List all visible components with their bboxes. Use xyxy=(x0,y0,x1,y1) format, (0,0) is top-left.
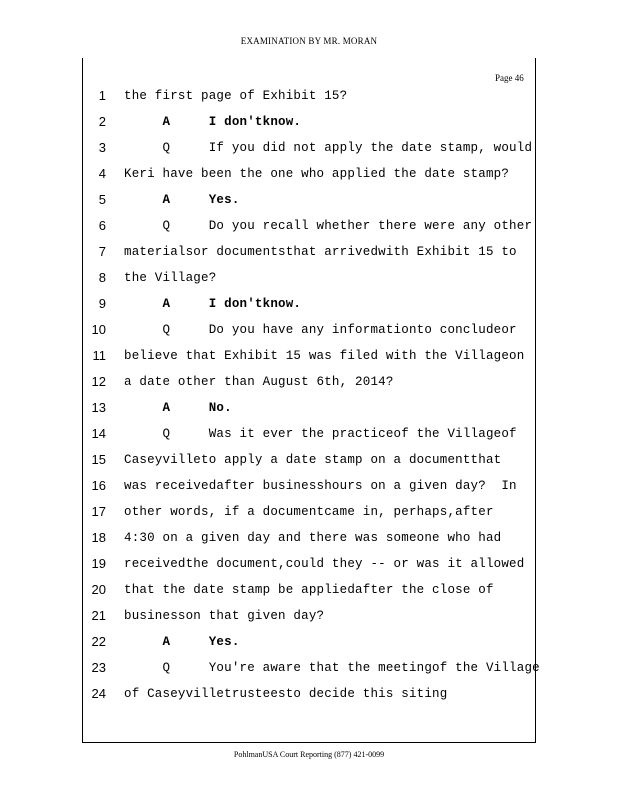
page-number: Page 46 xyxy=(495,73,524,83)
line-text: the first page of Exhibit 15? xyxy=(124,89,348,103)
line-number: 23 xyxy=(91,660,106,675)
line-text: of Caseyvilletrusteesto decide this siting xyxy=(124,687,448,701)
line-number: 24 xyxy=(91,686,106,701)
transcript-line xyxy=(0,167,618,193)
line-number: 14 xyxy=(91,426,106,441)
line-text: A I don'tknow. xyxy=(124,297,302,311)
line-number: 12 xyxy=(91,374,106,389)
line-number: 9 xyxy=(98,296,106,311)
line-number: 2 xyxy=(98,114,106,129)
transcript-line xyxy=(0,505,618,531)
line-number: 13 xyxy=(91,400,106,415)
line-number: 15 xyxy=(91,452,106,467)
line-text: the Village? xyxy=(124,271,217,285)
transcript-line xyxy=(0,453,618,479)
line-text: that the date stamp be appliedafter the close of xyxy=(124,583,494,597)
line-text: Keri have been the one who applied the date stamp? xyxy=(124,167,510,181)
line-text: receivedthe document,could they -- or was it allowed xyxy=(124,557,525,571)
line-number: 16 xyxy=(91,478,106,493)
transcript-line xyxy=(0,271,618,297)
line-text: a date other than August 6th, 2014? xyxy=(124,375,394,389)
transcript-line xyxy=(0,661,618,687)
line-text: Q Do you recall whether there were any other xyxy=(124,219,533,233)
line-number: 17 xyxy=(91,504,106,519)
line-number: 3 xyxy=(98,140,106,155)
transcript-line xyxy=(0,557,618,583)
transcript-line xyxy=(0,89,618,115)
line-number: 21 xyxy=(91,608,106,623)
line-text: A No. xyxy=(124,401,232,415)
line-text: A Yes. xyxy=(124,193,240,207)
transcript-line xyxy=(0,635,618,661)
line-text: A Yes. xyxy=(124,635,240,649)
transcript-line xyxy=(0,193,618,219)
line-number: 19 xyxy=(91,556,106,571)
line-text: Caseyvilleto apply a date stamp on a documentthat xyxy=(124,453,502,467)
line-number: 10 xyxy=(91,322,106,337)
line-text: Q You're aware that the meetingof the Village xyxy=(124,661,540,675)
line-number: 1 xyxy=(98,88,106,103)
transcript-line xyxy=(0,583,618,609)
transcript-line xyxy=(0,609,618,635)
line-number: 7 xyxy=(98,244,106,259)
line-number: 5 xyxy=(98,192,106,207)
transcript-line xyxy=(0,323,618,349)
line-text: materialsor documentsthat arrivedwith Exhibit 15 to xyxy=(124,245,517,259)
transcript-line xyxy=(0,297,618,323)
transcript-line xyxy=(0,349,618,375)
transcript-line xyxy=(0,115,618,141)
transcript-line xyxy=(0,531,618,557)
transcript-line xyxy=(0,479,618,505)
line-text: Q If you did not apply the date stamp, would xyxy=(124,141,533,155)
line-text: Q Do you have any informationto concludeor xyxy=(124,323,517,337)
line-number: 20 xyxy=(91,582,106,597)
transcript-line xyxy=(0,245,618,271)
transcript-line xyxy=(0,687,618,713)
line-number: 11 xyxy=(92,348,106,363)
transcript-line xyxy=(0,427,618,453)
transcript-line xyxy=(0,375,618,401)
line-number: 6 xyxy=(98,218,106,233)
line-text: A I don'tknow. xyxy=(124,115,302,129)
page-footer: PohlmanUSA Court Reporting (877) 421-0099 xyxy=(233,750,385,759)
line-text: 4:30 on a given day and there was someone who had xyxy=(124,531,502,545)
line-number: 8 xyxy=(98,270,106,285)
line-number: 22 xyxy=(91,634,106,649)
line-text: other words, if a documentcame in, perhaps,after xyxy=(124,505,494,519)
line-number: 18 xyxy=(91,530,106,545)
line-number: 4 xyxy=(98,166,106,181)
transcript-line xyxy=(0,141,618,167)
line-text: was receivedafter businesshours on a given day? In xyxy=(124,479,517,493)
page-header: EXAMINATION BY MR. MORAN xyxy=(240,36,378,46)
line-text: believe that Exhibit 15 was filed with the Villageon xyxy=(124,349,525,363)
transcript-line xyxy=(0,401,618,427)
line-text: businesson that given day? xyxy=(124,609,325,623)
transcript-line xyxy=(0,219,618,245)
line-text: Q Was it ever the practiceof the Villageof xyxy=(124,427,517,441)
